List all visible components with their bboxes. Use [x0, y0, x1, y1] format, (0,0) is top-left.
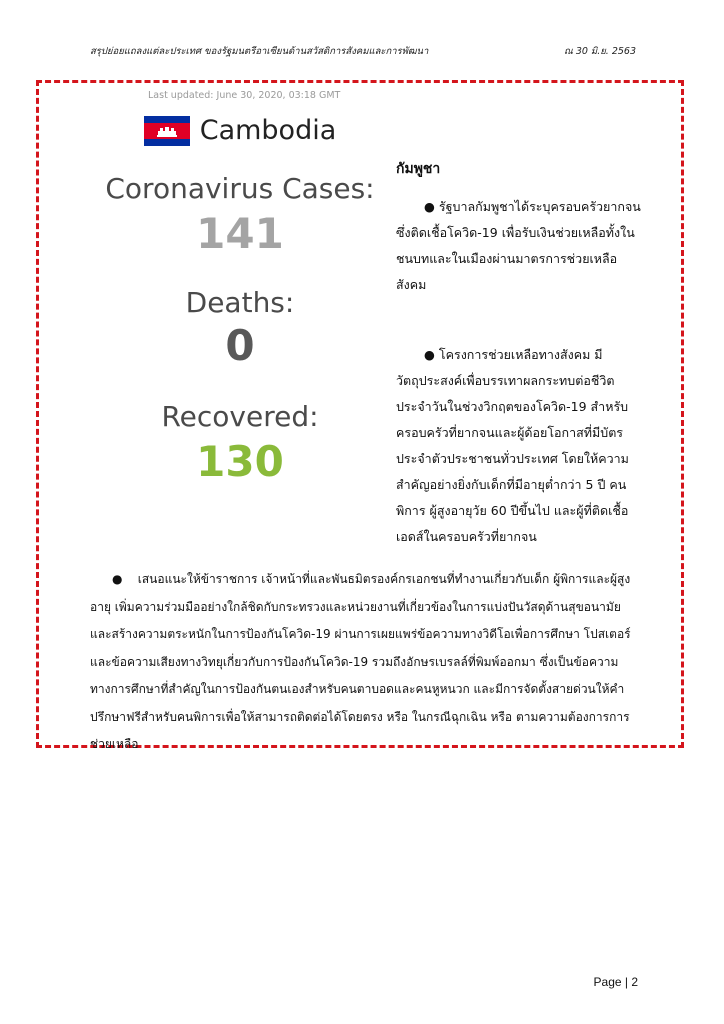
page-number: Page | 2: [593, 975, 638, 989]
deaths-label: Deaths:: [185, 286, 295, 319]
deaths-value: 0: [225, 321, 255, 370]
running-header-date: ณ 30 มิ.ย. 2563: [563, 46, 636, 57]
bullet-text-3: เสนอแนะให้ข้าราชการ เจ้าหน้าที่และพันธมิตรองค์กรเอกชนที่ทำงานเกี่ยวกับเด็ก ผู้พิการและผู้สูงอายุ เพิ่มความร่วมมืออย่างใกล้ชิดกับกระทรวงและหน่วยงานที่เกี่ยวข้องในการแบ่งปันวัสดุด้านสุขอนามัยและสร้างความตระหนักในการป้องกันโควิด-19 ผ่านการเผยแพร่ข้อความทางวิดีโอเพื่อการศึกษา โปสเตอร์ และข้อความเสียงทางวิทยุเกี่ยวกับการป้องกันโควิด-19 รวมถึงอักษรเบรลล์ที่พิมพ์ออกมา ซึ่งเป็นข้อความทางการศึกษาที่สำคัญในการป้องกันตนเองสำหรับคนตาบอดและคนหูหนวก และมีการจัดตั้งสายด่วนให้คำปรึกษาฟรีสำหรับคนพิการเพื่อให้สามารถติดต่อได้โดยตรง หรือ ในกรณีฉุกเฉิน หรือ ตามความต้องการการช่วยเหลือ: [90, 572, 631, 751]
bottom-bullet-block: [90, 566, 638, 759]
bullet-paragraph-3: [90, 566, 638, 759]
bullet-paragraph-1: [396, 194, 644, 298]
bullet-icon: ●: [424, 199, 435, 214]
cambodia-flag-icon: [144, 116, 190, 146]
country-heading: [90, 115, 390, 146]
bullet-icon: ●: [112, 572, 123, 586]
cases-value: 141: [196, 209, 284, 258]
recovered-value: 130: [196, 437, 284, 486]
covid-stats-panel: [90, 88, 390, 486]
recovered-label: Recovered:: [161, 400, 319, 433]
bullet-paragraph-2: [396, 342, 644, 550]
bullet-text-1: รัฐบาลกัมพูชาได้ระบุครอบครัวยากจนซึ่งติดเชื้อโควิด-19 เพื่อรับเงินช่วยเหลือทั้งในชนบทและในเมืองผ่านมาตรการช่วยเหลือสังคม: [396, 199, 641, 292]
bullet-text-2: โครงการช่วยเหลือทางสังคม มีวัตถุประสงค์เพื่อบรรเทาผลกระทบต่อชีวิตประจำวันในช่วงวิกฤตของโควิด-19 สำหรับครอบครัวที่ยากจนและผู้ด้อยโอกาสที่มีบัตรประจำตัวประชาชนทั่วประเทศ โดยให้ความสำคัญอย่างยิ่งกับเด็กที่มีอายุต่ำกว่า 5 ปี คนพิการ ผู้สูงอายุวัย 60 ปีขึ้นไป และผู้ที่ติดเชื้อเอดส์ในครอบครัวที่ยากจน: [396, 347, 629, 544]
running-header-title: สรุปย่อยแถลงแต่ละประเทศ ของรัฐมนตรีอาเซียนด้านสวัสดิการสังคมและการพัฒนา: [90, 46, 429, 57]
cases-label: Coronavirus Cases:: [105, 172, 375, 205]
section-title: กัมพูชา: [396, 161, 441, 177]
cambodia-summary-column: [396, 156, 644, 550]
last-updated-text: Last updated: June 30, 2020, 03:18 GMT: [148, 90, 341, 101]
country-name: Cambodia: [199, 115, 337, 146]
bullet-icon: ●: [424, 347, 435, 362]
